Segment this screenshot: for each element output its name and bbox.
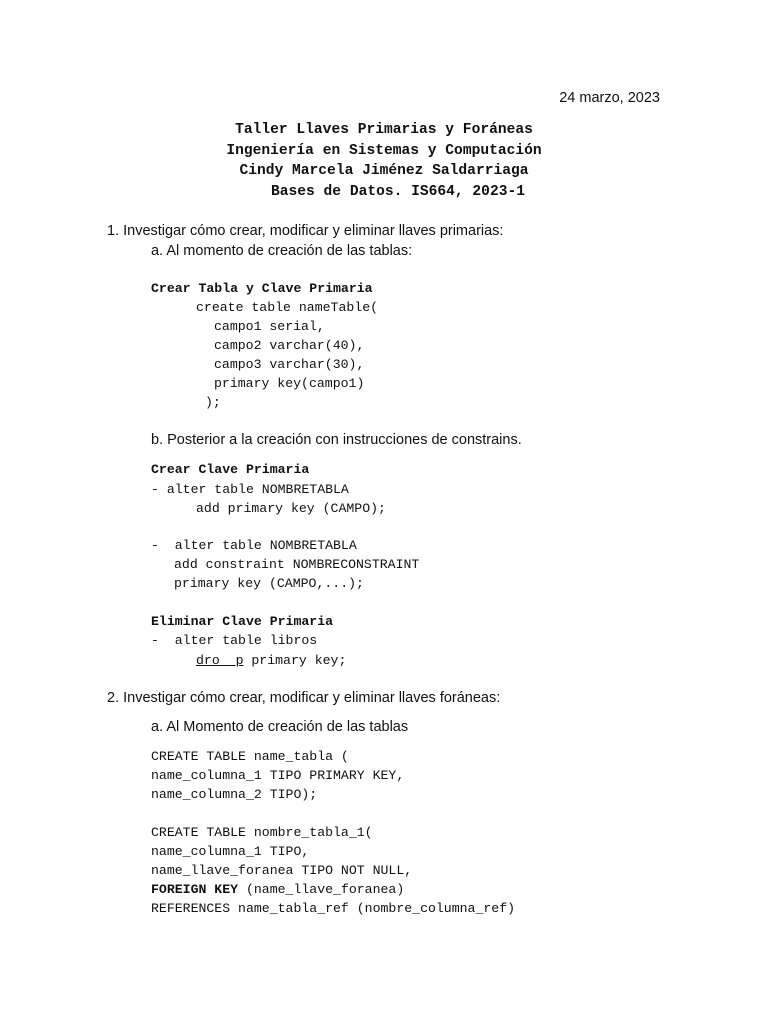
author-name: Cindy Marcela Jiménez Saldarriaga [239,163,529,179]
document-title: Taller Llaves Primarias y Foráneas [235,122,533,138]
foreign-key-keyword: FOREIGN KEY [151,882,239,897]
code-line: primary key (CAMPO,...); [174,576,364,591]
code-line: - alter table NOMBRETABLA [151,538,357,553]
code-line-foreign-key [151,882,404,897]
code-line: CREATE TABLE name_tabla ( [151,749,349,764]
code-line: add constraint NOMBRECONSTRAINT [174,557,420,572]
code-line: campo3 varchar(30), [214,357,365,372]
section-1b-label: b. Posterior a la creación con instrucciones de constrains. [151,432,522,448]
document-date: 24 marzo, 2023 [559,90,660,106]
section-1-heading: 1. Investigar cómo crear, modificar y eliminar llaves primarias: [107,223,504,239]
course-name: Bases de Datos. IS664, 2023-1 [271,183,525,200]
section-2a-label: a. Al Momento de creación de las tablas [151,719,409,735]
code-line: campo2 varchar(40), [214,338,365,353]
section-2-heading: 2. Investigar cómo crear, modificar y eliminar llaves foráneas: [107,690,501,706]
code-line: - alter table libros [151,633,318,648]
code-line: campo1 serial, [214,319,325,334]
create-table-title: Crear Tabla y Clave Primaria [151,281,373,296]
section-1a-label: a. Al momento de creación de las tablas: [151,243,413,259]
code-line: name_columna_1 TIPO PRIMARY KEY, [151,768,405,783]
foreign-key-rest: (name_llave_foranea) [238,882,405,897]
code-line: name_columna_2 TIPO); [151,787,318,802]
code-line: primary key(campo1) [214,376,365,391]
drop-rest: primary key; [243,653,347,668]
code-line: add primary key (CAMPO); [196,501,386,516]
code-line: name_llave_foranea TIPO NOT NULL, [151,863,413,878]
code-line: REFERENCES name_tabla_ref (nombre_columna_ref) [151,901,516,916]
drop-keyword: dro p [196,653,244,668]
code-line: create table nameTable( [196,300,379,315]
drop-pk-title: Eliminar Clave Primaria [151,614,334,629]
code-line-drop [196,653,346,668]
code-line: ); [205,395,221,410]
program-name: Ingeniería en Sistemas y Computación [226,142,542,159]
code-line: name_columna_1 TIPO, [151,844,310,859]
document-header [0,120,768,202]
code-line: - alter table NOMBRETABLA [151,482,349,497]
create-pk-title: Crear Clave Primaria [151,462,310,477]
code-line: CREATE TABLE nombre_tabla_1( [151,825,373,840]
